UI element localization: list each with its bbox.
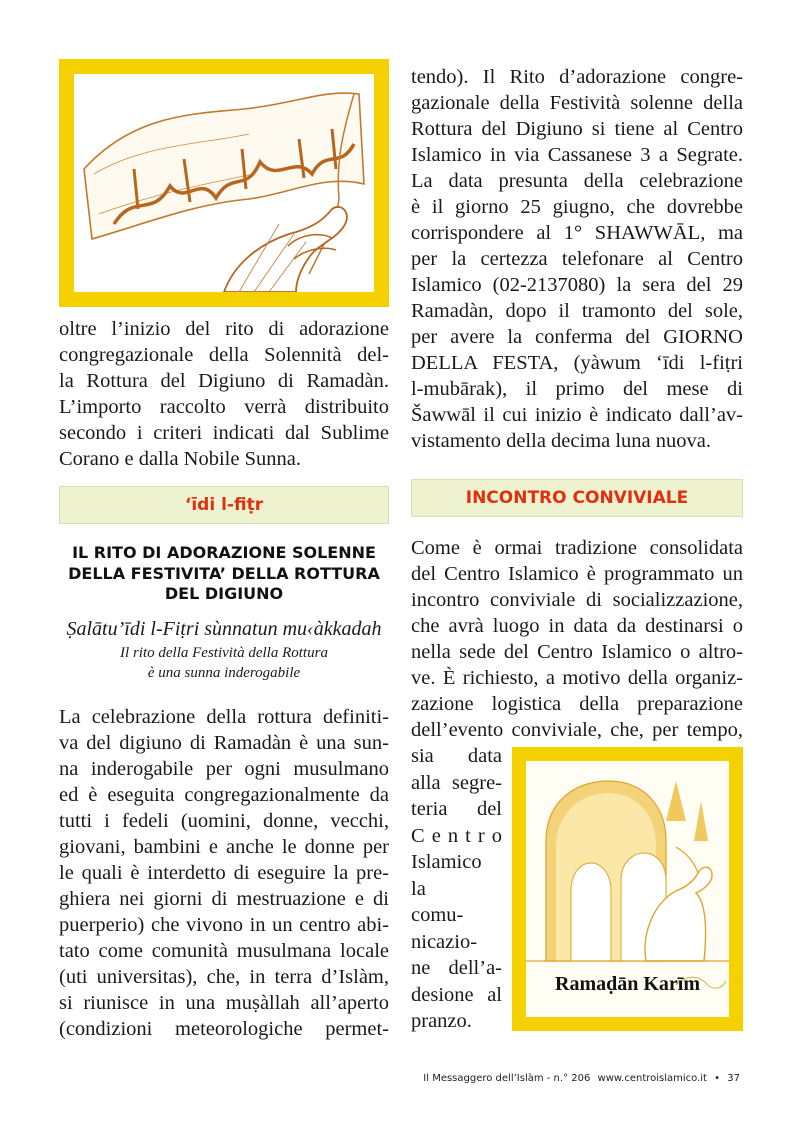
image-caption-text: Ramaḍān Karīm [555,973,700,995]
footer-bullet: • [714,1073,721,1084]
section-banner-idi-l-fitr [59,486,389,524]
banner-calligraphy-illustration [74,74,374,292]
section-banner-incontro-conviviale [411,479,743,517]
arabic-title [59,617,389,641]
main-paragraph: La celebrazione della rottura definiti- va del digiuno di Ramadàn è una sun- na inderogabile per ogni musulmano ed è eseguita congregazionalmente da tutti i fedeli (uomini, donne, vecchi, giovani, bambini e anche le donne per le quali è interdetto di eseguire la pre- ghiera nei giorni di mestruazione e di puerperio) che vivono in un centro abi- tato come comunità musulmana locale (uti universitas), che, in terra d’Islàm, si riunisce in una muṣàllah all’aperto (condizioni meteorologiche permet- [59,706,389,1040]
convivial-paragraph-narrow: sia data alla segre- teria del C e n t r o Islamico la comu- nicazio- ne dell’a- desione al pranzo. [411,745,502,1032]
calligraphy-illustration-frame [59,59,389,307]
page-footer [0,1073,740,1084]
page-number: 37 [727,1073,740,1084]
italic-subtitle-2-text: è una sunna inderogabile [147,665,301,681]
heading-text: IL RITO DI ADORAZIONE SOLENNE DELLA FESTIVITA’ DELLA ROTTURA DEL DIGIUNO [68,543,380,603]
top-paragraph: tendo). Il Rito d’adorazione congre- gazionale della Festività solenne della Rottura del Digiuno si tiene al Centro Islamico in via Cassanese 3 a Segrate. La data presunta della celebrazione è il giorno 25 giugno, che dovrebbe corrispondere al 1° SHAWWĀL, ma per la certezza telefonare al Centro Islamico (02-2137080) la sera del 29 Ramadàn, dopo il tramonto del sole, per avere la conferma del GIORNO DELLA FESTA, (yàwum ‘īdi l-fiṭri l-mubārak), il primo del mese di Šawwāl il cui inizio è indicato dall’av- vistamento della decima luna nuova. [411,66,743,452]
banner-label: INCONTRO CONVIVIALE [465,488,689,508]
section-heading [59,543,389,605]
intro-paragraph: oltre l’inizio del rito di adorazione congregazionale della Solennità del- la Rottura del Digiuno di Ramadàn. L’importo raccolto verrà distribuito secondo i criteri indicati dal Sublime Corano e dalla Nobile Sunna. [59,318,389,470]
footer-publication: Il Messaggero dell’Islàm - n.° 206 [423,1073,591,1084]
footer-website[interactable]: www.centroislamico.it [597,1073,707,1084]
ramadan-karim-frame [512,747,743,1031]
italic-subtitle-1-text: Il rito della Festività della Rottura [120,645,328,661]
arabic-title-text: Ṣalātu’īdi l-Fiṭri sùnnatun mu‹àkkadah [66,618,382,640]
convivial-paragraph: Come è ormai tradizione consolidata del Centro Islamico è programmato un incontro conviviale di socializzazione, che avrà luogo in data da destinarsi o nella sede del Centro Islamico o altro- ve. È richiesto, a motivo della organiz- zazione logistica della preparazione dell’evento conviviale, che, per tempo, [411,537,743,741]
italic-subtitle-2 [59,664,389,683]
italic-subtitle-1 [59,644,389,663]
banner-label: ‘īdi l-fiṭr [184,495,264,515]
image-caption [526,973,729,996]
